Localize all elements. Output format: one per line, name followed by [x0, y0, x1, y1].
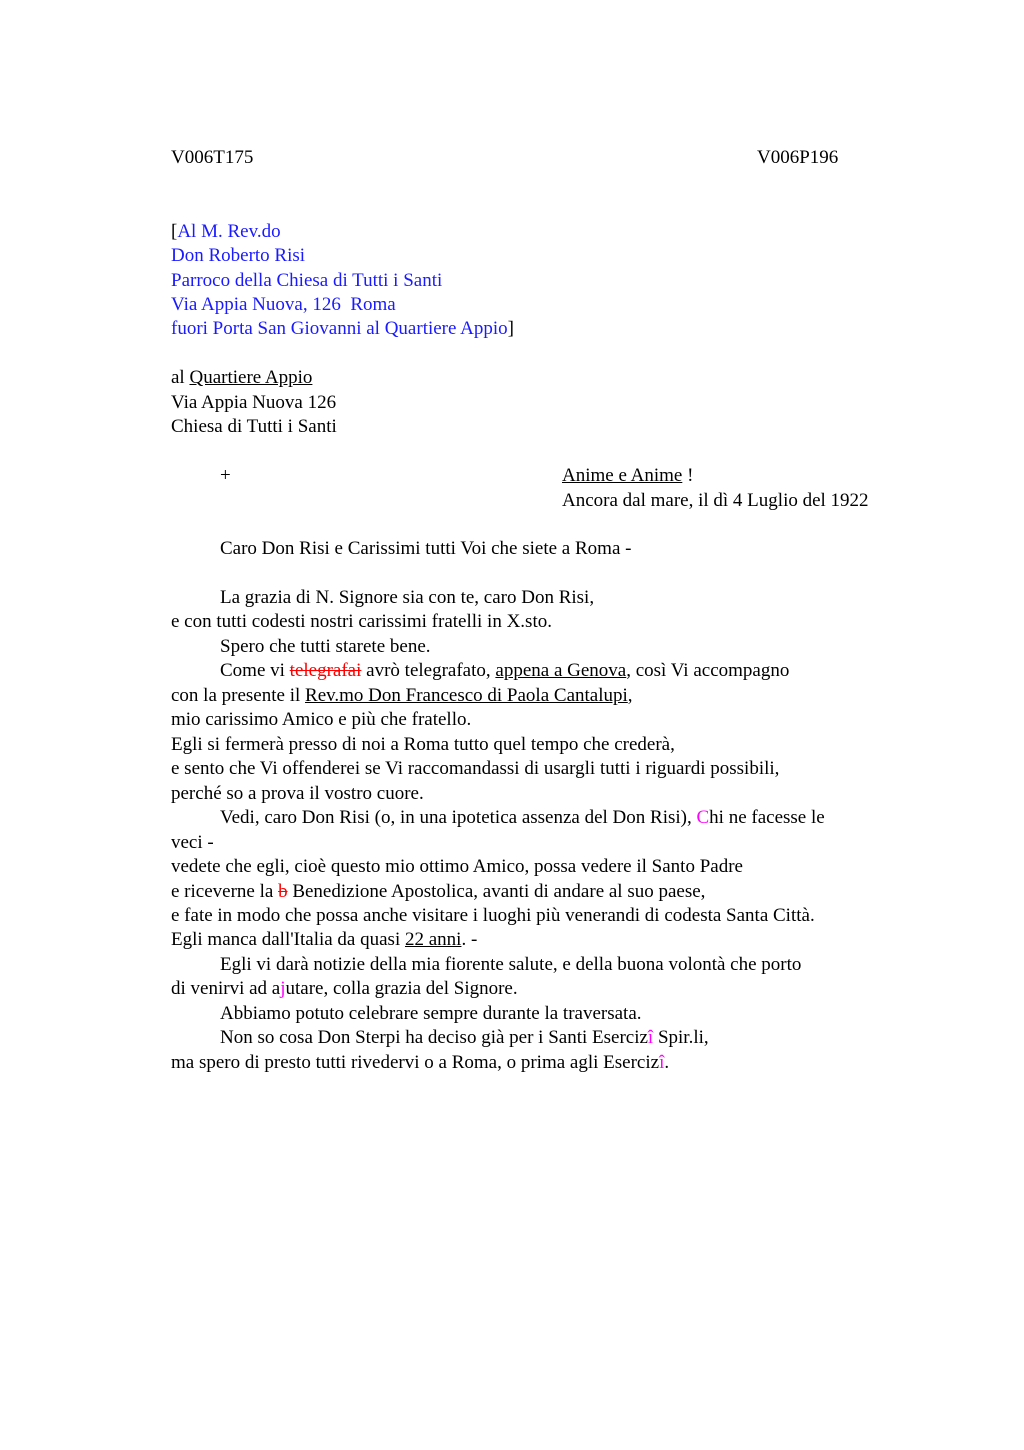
body-line: vedete che egli, cioè questo mio ottimo Amico, possa vedere il Santo Padre [171, 856, 743, 877]
text-run: . [664, 1052, 670, 1073]
text-run: avrò telegrafato, [361, 660, 496, 681]
text-run: Vedi, caro Don Risi (o, in una ipotetica assenza del Don Risi), [220, 807, 697, 828]
body-line [171, 684, 633, 708]
salutation: Caro Don Risi e Carissimi tutti Voi che siete a Roma - [220, 538, 632, 559]
struck-text: telegrafai [289, 660, 362, 681]
text-run: hi ne facesse le [709, 807, 825, 828]
body-line [171, 928, 477, 952]
text-run: Spir.li, [653, 1027, 709, 1048]
addressee-line [171, 220, 281, 244]
address-line-2: Via Appia Nuova 126 [171, 392, 337, 413]
document-code-left: V006T175 [171, 147, 254, 168]
address-line-3: Chiesa di Tutti i Santi [171, 416, 337, 437]
body-line: Egli vi darà notizie della mia fiorente salute, e della buona volontà che porto [220, 954, 802, 975]
body-line: e fate in modo che possa anche visitare i luoghi più venerandi di codesta Santa Città. [171, 905, 815, 926]
text-run: Egli manca dall'Italia da quasi [171, 929, 405, 950]
text-run: , [627, 685, 633, 706]
body-line [171, 806, 825, 830]
bracket-close: ] [507, 318, 514, 339]
bracket-open: [ [171, 221, 178, 242]
document-code-right: V006P196 [757, 147, 839, 168]
addressee-street: Via Appia Nuova, 126 Roma [171, 294, 396, 315]
underlined-text: appena a Genova [495, 660, 627, 681]
text-run: Non so cosa Don Sterpi ha deciso già per i Santi Eserciz [220, 1027, 648, 1048]
motto-suffix: ! [682, 465, 694, 486]
edited-letter: î [659, 1052, 665, 1073]
underlined-text: 22 anni [404, 929, 462, 950]
body-line: Egli si fermerà presso di noi a Roma tutto quel tempo che crederà, [171, 734, 675, 755]
text-run: Benedizione Apostolica, avanti di andare al suo paese, [287, 881, 706, 902]
body-line [171, 977, 518, 1001]
body-line: mio carissimo Amico e più che fratello. [171, 709, 472, 730]
underlined-text: Rev.mo Don Francesco di Paola Cantalupi [305, 685, 628, 706]
addressee-line [171, 317, 514, 341]
body-line [171, 1026, 709, 1050]
text-run: Come vi [220, 660, 290, 681]
text-run: utare, colla grazia del Signore. [285, 978, 518, 999]
addressee-role: Parroco della Chiesa di Tutti i Santi [171, 270, 443, 291]
addressee-title: Al M. Rev.do [177, 221, 281, 242]
addressee-district: fuori Porta San Giovanni al Quartiere Appio [171, 318, 508, 339]
body-line: Abbiamo potuto celebrare sempre durante la traversata. [220, 1003, 642, 1024]
place-date: Ancora dal mare, il dì 4 Luglio del 1922 [562, 490, 869, 511]
text-run: con la presente il [171, 685, 306, 706]
edited-letter: j [280, 978, 286, 999]
text-run: , così Vi accompagno [626, 660, 790, 681]
body-line: La grazia di N. Signore sia con te, caro Don Risi, [220, 587, 595, 608]
struck-text: b [278, 881, 288, 902]
addressee-name: Don Roberto Risi [171, 245, 306, 266]
text-run: ma spero di presto tutti rivedervi o a Roma, o prima agli Eserciz [171, 1052, 660, 1073]
body-line: e con tutti codesti nostri carissimi fratelli in X.sto. [171, 611, 552, 632]
body-line [171, 880, 705, 904]
edited-letter: C [696, 807, 710, 828]
text-run: e riceverne la [171, 881, 279, 902]
body-line: Spero che tutti starete bene. [220, 636, 431, 657]
body-line [171, 659, 789, 683]
text-run: di venirvi ad a [171, 978, 281, 999]
address-line-1 [171, 366, 312, 390]
address-prefix: al [171, 367, 190, 388]
motto [562, 464, 693, 488]
address-district: Quartiere Appio [189, 367, 313, 388]
motto-text: Anime e Anime [562, 465, 683, 486]
edited-letter: î [647, 1027, 654, 1048]
body-line: veci - [171, 832, 214, 853]
body-line: perché so a prova il vostro cuore. [171, 783, 424, 804]
text-run: . - [461, 929, 478, 950]
cross-symbol: + [220, 465, 231, 486]
body-line [171, 1051, 669, 1075]
body-line: e sento che Vi offenderei se Vi raccomandassi di usargli tutti i riguardi possibili, [171, 758, 780, 779]
